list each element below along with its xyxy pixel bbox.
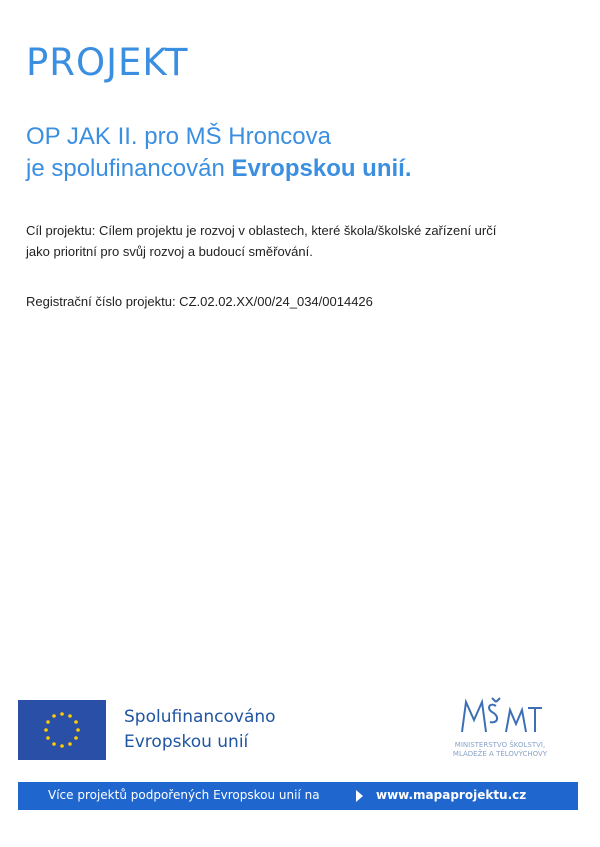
subtitle-line-1: OP JAK II. pro MŠ Hroncova	[26, 123, 332, 150]
msmt-caption-line-2: MLÁDEŽE A TĚLOVÝCHOVY	[452, 750, 548, 758]
footer-band	[18, 782, 578, 810]
msmt-caption	[430, 741, 570, 759]
goal-line-1: Cíl projektu: Cílem projektu je rozvoj v oblastech, které škola/školské zařízení určí	[26, 223, 497, 238]
arrow-right-icon	[356, 790, 363, 802]
eu-flag-icon	[18, 700, 106, 760]
project-goal	[26, 220, 586, 262]
footer-url-link[interactable]: www.mapaprojektu.cz	[376, 788, 527, 802]
msmt-caption-line-1: MINISTERSTVO ŠKOLSTVÍ,	[454, 741, 546, 749]
subtitle-prefix: je spolufinancován	[26, 155, 232, 182]
project-subtitle	[26, 121, 412, 185]
eu-label-line-2: Evropskou unií	[124, 732, 249, 752]
eu-stars	[44, 712, 80, 748]
eu-cofinanced-label	[124, 705, 276, 755]
footer-band-text: Více projektů podpořených Evropskou unií na	[48, 788, 320, 802]
subtitle-line-2	[26, 153, 412, 185]
msmt-monogram	[462, 698, 542, 732]
eu-label-line-1: Spolufinancováno	[124, 707, 276, 727]
subtitle-emphasis: Evropskou unií.	[231, 155, 412, 182]
goal-line-2: jako prioritní pro svůj rozvoj a budoucí směřování.	[26, 244, 313, 259]
registration-number: Registrační číslo projektu: CZ.02.02.XX/00/24_034/0014426	[26, 294, 373, 309]
page-title: PROJEKT	[26, 41, 189, 84]
